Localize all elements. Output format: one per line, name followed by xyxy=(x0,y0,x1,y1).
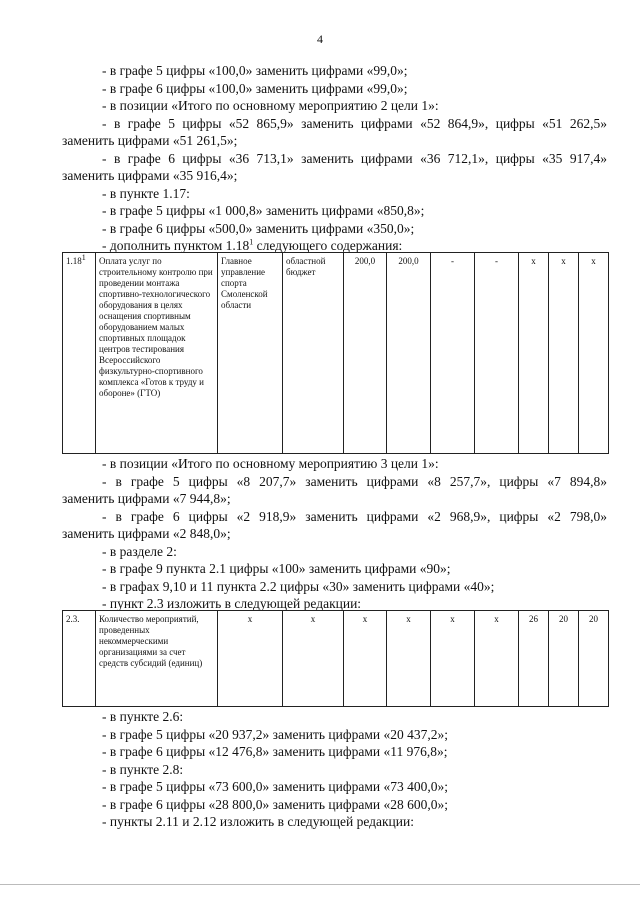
value-cell: х xyxy=(218,611,283,707)
item-1-18-table xyxy=(62,252,609,454)
value-cell: х xyxy=(519,253,549,454)
scan-edge-divider xyxy=(0,884,640,885)
source-cell: областной бюджет xyxy=(283,253,344,454)
value-cell: 26 xyxy=(519,611,549,707)
value-cell: 20 xyxy=(549,611,579,707)
text-line: - в графе 5 цифры «52 865,9» заменить цифрами «52 864,9», цифры «51 262,5» xyxy=(102,115,607,131)
text-line: - пункты 2.11 и 2.12 изложить в следующей редакции: xyxy=(102,814,414,829)
text-line: - в позиции «Итого по основному мероприятию 2 цели 1»: xyxy=(102,98,439,113)
amendments-block-1 xyxy=(62,62,607,255)
value-cell: 200,0 xyxy=(387,253,431,454)
item-name-cell: Количество мероприятий, проведенных некоммерческими организациями за счет средств субсидий (единиц) xyxy=(96,611,218,707)
text-line: - в графах 9,10 и 11 пункта 2.2 цифры «30» заменить цифрами «40»; xyxy=(102,578,495,594)
value-cell: х xyxy=(549,253,579,454)
text-line: заменить цифрами «7 944,8»; xyxy=(62,491,231,506)
value-cell: - xyxy=(475,253,519,454)
table-row xyxy=(63,253,609,454)
text-line: - пункт 2.3 изложить в следующей редакции: xyxy=(102,596,362,611)
text-line: - в пункте 2.8: xyxy=(102,761,184,777)
item-name-cell: Оплата услуг по строительному контролю при проведении монтажа спортивно-технологического оборудования в целях оснащения спортивным оборудованием малых спортивных площадок центров тестирования Всероссийского физкультурно-спортивного комплекса «Готов к труду и обороне» (ГТО) xyxy=(96,253,218,454)
text-line: - в пункте 2.6: xyxy=(102,709,184,724)
text-line: - в графе 6 цифры «28 800,0» заменить цифрами «28 600,0»; xyxy=(102,796,448,812)
table-row xyxy=(63,611,609,707)
value-cell: х xyxy=(431,611,475,707)
text-line: - в графе 9 пункта 2.1 цифры «100» заменить цифрами «90»; xyxy=(102,561,451,576)
value-cell: х xyxy=(283,611,344,707)
value-cell: х xyxy=(475,611,519,707)
amendments-block-3 xyxy=(62,708,607,831)
amendments-block-2 xyxy=(62,455,607,613)
text-line: - в графе 5 цифры «1 000,8» заменить цифрами «850,8»; xyxy=(102,203,425,218)
text-line: - в пункте 1.17: xyxy=(102,185,190,201)
text-line: заменить цифрами «2 848,0»; xyxy=(62,526,231,541)
text-fragment: следующего содержания: xyxy=(253,238,403,253)
item-2-3-table xyxy=(62,610,609,707)
value-cell: 20 xyxy=(579,611,609,707)
text-line: - в позиции «Итого по основному мероприятию 3 цели 1»: xyxy=(102,456,439,471)
text-line: - в графе 5 цифры «100,0» заменить цифрами «99,0»; xyxy=(102,63,408,78)
text-line: заменить цифрами «51 261,5»; xyxy=(62,133,238,148)
text-line: - в графе 5 цифры «20 937,2» заменить цифрами «20 437,2»; xyxy=(102,726,448,742)
executor-cell: Главное управление спорта Смоленской области xyxy=(218,253,283,454)
superscript: 1 xyxy=(249,237,254,247)
text-line: - в графе 6 цифры «2 918,9» заменить цифрами «2 968,9», цифры «2 798,0» xyxy=(102,508,607,524)
value-cell: х xyxy=(579,253,609,454)
text-line: - в графе 6 цифры «100,0» заменить цифрами «99,0»; xyxy=(102,80,408,96)
text-line: - в графе 6 цифры «36 713,1» заменить цифрами «36 712,1», цифры «35 917,4» xyxy=(102,150,607,166)
item-number-cell: 2.3. xyxy=(63,611,96,707)
value-cell: 200,0 xyxy=(344,253,387,454)
text-line: - в графе 6 цифры «500,0» заменить цифрами «350,0»; xyxy=(102,220,415,236)
value-cell: х xyxy=(387,611,431,707)
text-fragment: - дополнить пунктом 1.18 xyxy=(102,238,250,253)
text-line: - в разделе 2: xyxy=(102,543,177,559)
text-line: - в графе 6 цифры «12 476,8» заменить цифрами «11 976,8»; xyxy=(102,744,448,759)
text-line: заменить цифрами «35 916,4»; xyxy=(62,168,238,183)
value-cell: х xyxy=(344,611,387,707)
text-line: - в графе 5 цифры «73 600,0» заменить цифрами «73 400,0»; xyxy=(102,779,448,794)
item-number-cell: 1.18$^1$ xyxy=(63,253,96,454)
page-number: 4 xyxy=(317,32,323,46)
value-cell: - xyxy=(431,253,475,454)
text-line: - в графе 5 цифры «8 207,7» заменить цифрами «8 257,7», цифры «7 894,8» xyxy=(102,473,607,489)
